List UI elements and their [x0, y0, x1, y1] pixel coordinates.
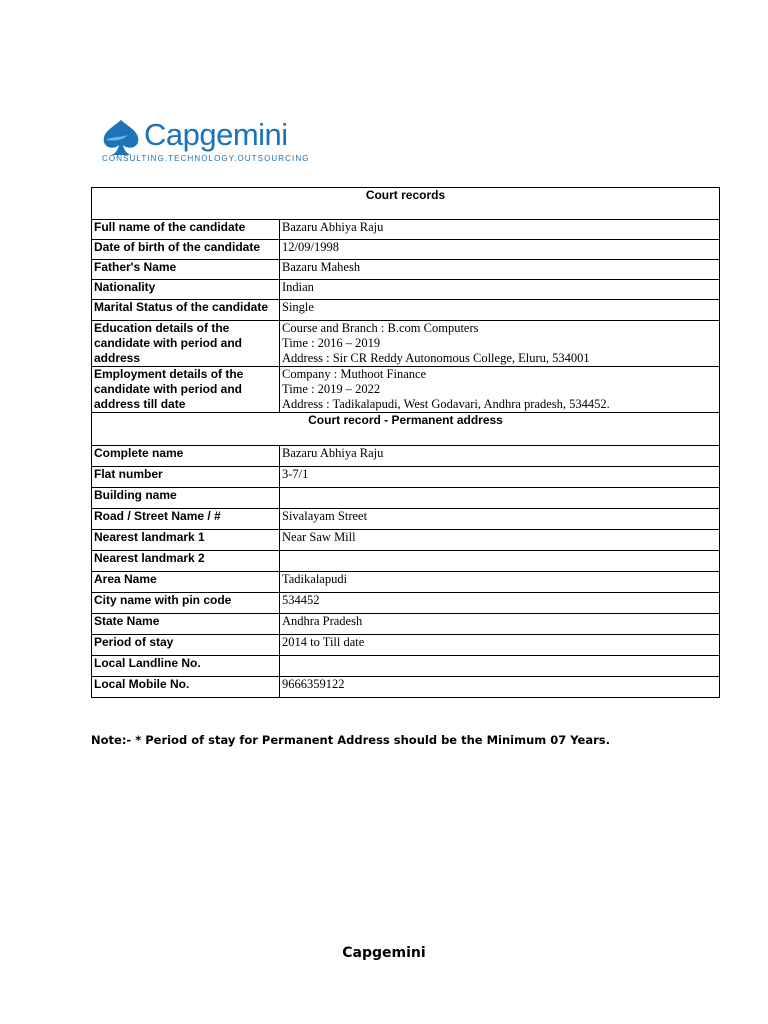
row-value: 12/09/1998 — [280, 240, 720, 260]
row-value: Bazaru Abhiya Raju — [280, 446, 720, 467]
row-label: Nearest landmark 2 — [92, 551, 280, 572]
row-label: Education details of the candidate with period and address — [92, 321, 280, 367]
capgemini-logo — [98, 116, 310, 170]
row-value: 3-7/1 — [280, 467, 720, 488]
employment-time: Time : 2019 – 2022 — [282, 382, 381, 396]
education-address: Address : Sir CR Reddy Autonomous College, Eluru, 534001 — [282, 351, 590, 365]
row-value: Near Saw Mill — [280, 530, 720, 551]
row-label: State Name — [92, 614, 280, 635]
logo-tagline: CONSULTING.TECHNOLOGY.OUTSOURCING — [102, 154, 310, 163]
row-label: Nearest landmark 1 — [92, 530, 280, 551]
row-value: Indian — [280, 280, 720, 300]
row-label: Complete name — [92, 446, 280, 467]
row-value: 2014 to Till date — [280, 635, 720, 656]
row-value: Sivalayam Street — [280, 509, 720, 530]
row-value: Bazaru Abhiya Raju — [280, 220, 720, 240]
row-value: Tadikalapudi — [280, 572, 720, 593]
education-course: Course and Branch : B.com Computers — [282, 321, 479, 335]
row-label: Full name of the candidate — [92, 220, 280, 240]
row-value: Single — [280, 300, 720, 321]
row-label: Local Landline No. — [92, 656, 280, 677]
row-label: Road / Street Name / # — [92, 509, 280, 530]
row-value — [280, 367, 720, 413]
row-label: Flat number — [92, 467, 280, 488]
row-label: Local Mobile No. — [92, 677, 280, 698]
row-label: Area Name — [92, 572, 280, 593]
employment-address: Address : Tadikalapudi, West Godavari, Andhra pradesh, 534452. — [282, 397, 610, 411]
court-records-title: Court records — [92, 188, 720, 220]
row-label: Employment details of the candidate with period and address till date — [92, 367, 280, 413]
row-value — [280, 656, 720, 677]
note-text: Note:- * Period of stay for Permanent Address should be the Minimum 07 Years. — [91, 733, 610, 747]
row-label: Nationality — [92, 280, 280, 300]
row-value: Bazaru Mahesh — [280, 260, 720, 280]
employment-company: Company : Muthoot Finance — [282, 367, 427, 381]
row-label: Period of stay — [92, 635, 280, 656]
permanent-address-title: Court record - Permanent address — [92, 413, 720, 446]
row-label: Father's Name — [92, 260, 280, 280]
row-value: 9666359122 — [280, 677, 720, 698]
row-label: City name with pin code — [92, 593, 280, 614]
spade-icon — [98, 118, 144, 158]
court-records-table — [91, 187, 720, 698]
education-time: Time : 2016 – 2019 — [282, 336, 381, 350]
row-value: Andhra Pradesh — [280, 614, 720, 635]
row-value: 534452 — [280, 593, 720, 614]
footer-brand: Capgemini — [342, 945, 426, 961]
row-label: Marital Status of the candidate — [92, 300, 280, 321]
row-label: Building name — [92, 488, 280, 509]
row-value — [280, 321, 720, 367]
row-value — [280, 488, 720, 509]
logo-wordmark: Capgemini — [144, 117, 288, 152]
row-value — [280, 551, 720, 572]
row-label: Date of birth of the candidate — [92, 240, 280, 260]
